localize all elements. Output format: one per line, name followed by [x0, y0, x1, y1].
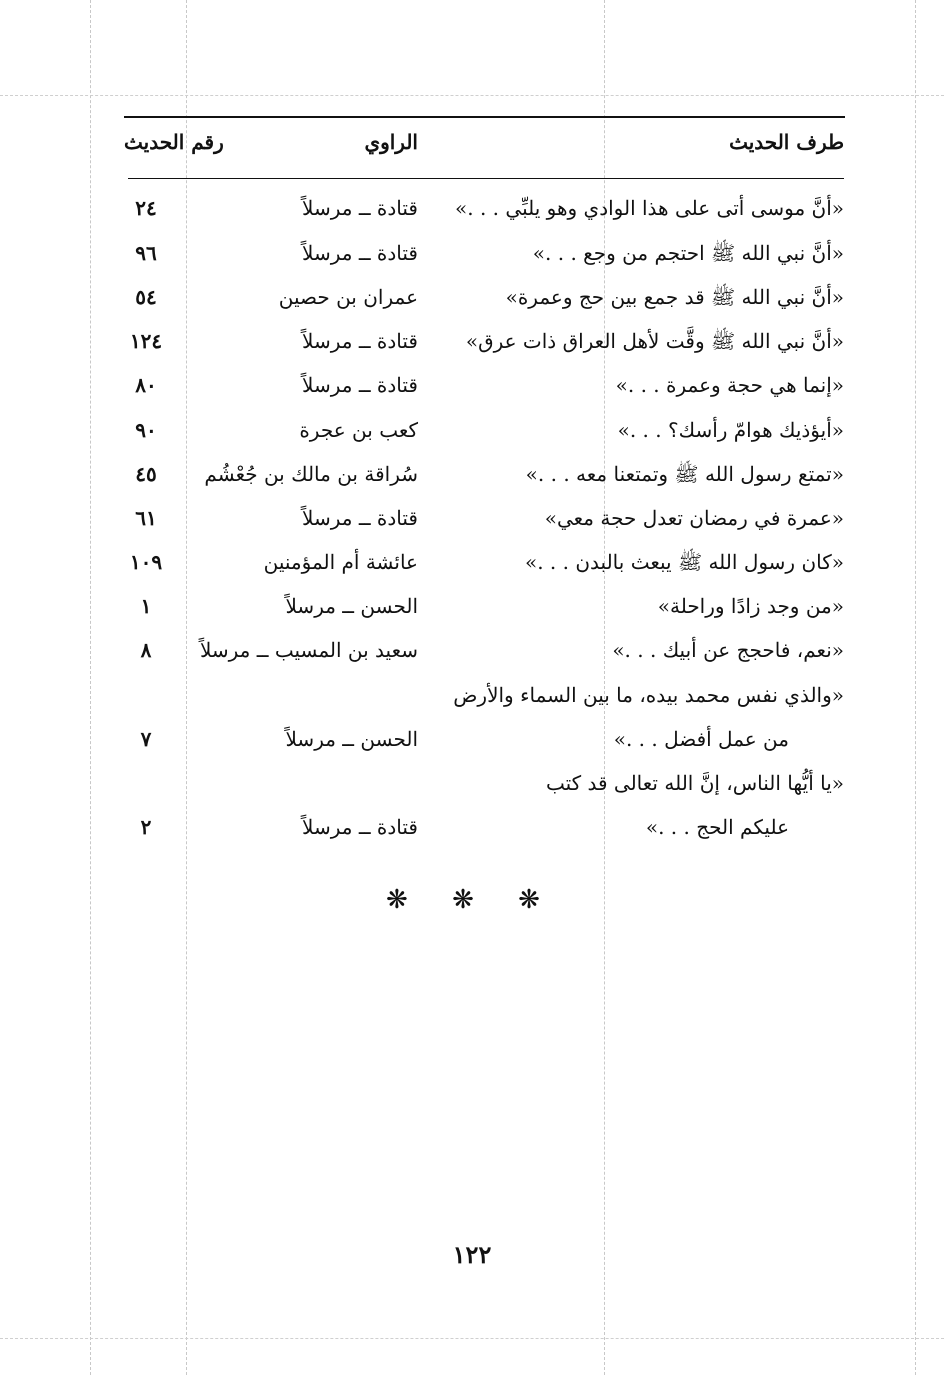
hadith-text: «والذي نفس محمد بيده، ما بين السماء والأرض [453, 683, 844, 707]
hadith-number: ٨٠ [135, 373, 157, 397]
hadith-narrator: سُراقة بن مالك بن جُعْشُم [204, 462, 418, 486]
hadith-narrator: عائشة أم المؤمنين [263, 550, 418, 574]
hadith-text: «أنَّ نبي الله ﷺ وقَّت لأهل العراق ذات عرق» [465, 329, 844, 353]
table-row [0, 683, 944, 723]
hadith-narrator: عمران بن حصين [278, 285, 418, 309]
hadith-narrator: قتادة ــ مرسلاً [302, 373, 418, 397]
hadith-number: ٦١ [135, 506, 157, 530]
section-separator: ❋ ❋ ❋ [386, 885, 558, 915]
hadith-number: ٢٤ [135, 196, 157, 220]
table-row [0, 418, 944, 458]
hadith-number: ١ [140, 594, 152, 618]
table-row [0, 285, 944, 325]
hadith-text: «عمرة في رمضان تعدل حجة معي» [544, 506, 844, 530]
scan-guide-line [0, 1338, 944, 1339]
hadith-number: ٥٤ [135, 285, 157, 309]
table-row [0, 329, 944, 369]
table-row [0, 771, 944, 811]
header-narrator: الراوي [364, 130, 418, 154]
table-row [0, 550, 944, 590]
hadith-text: «أنَّ نبي الله ﷺ احتجم من وجع . . .» [532, 241, 844, 265]
header-rule [128, 178, 844, 179]
hadith-text: «أيؤذيك هوامّ رأسك؟ . . .» [617, 418, 844, 442]
hadith-text: من عمل أفضل . . .» [613, 727, 789, 751]
hadith-number: ٩٦ [135, 241, 157, 265]
hadith-text: «أنَّ نبي الله ﷺ قد جمع بين حج وعمرة» [505, 285, 844, 309]
hadith-text: «نعم، فاحجج عن أبيك . . .» [612, 638, 844, 662]
hadith-text: «تمتع رسول الله ﷺ وتمتعنا معه . . .» [525, 462, 844, 486]
header-hadith-number: رقم الحديث [124, 130, 224, 154]
hadith-narrator: قتادة ــ مرسلاً [302, 241, 418, 265]
hadith-number: ٤٥ [135, 462, 157, 486]
hadith-text: عليكم الحج . . .» [645, 815, 789, 839]
hadith-narrator: كعب بن عجرة [299, 418, 418, 442]
table-row [0, 638, 944, 678]
hadith-number: ٨ [140, 638, 152, 662]
table-row [0, 462, 944, 502]
table-row [0, 373, 944, 413]
hadith-text: «من وجد زادًا وراحلة» [657, 594, 844, 618]
hadith-number: ١٠٩ [129, 550, 163, 574]
hadith-narrator: الحسن ــ مرسلاً [285, 594, 418, 618]
hadith-narrator: قتادة ــ مرسلاً [302, 329, 418, 353]
hadith-number: ٢ [140, 815, 152, 839]
hadith-number: ٩٠ [135, 418, 157, 442]
hadith-text: «يا أيُّها الناس، إنَّ الله تعالى قد كتب [545, 771, 844, 795]
hadith-narrator: قتادة ــ مرسلاً [302, 815, 418, 839]
hadith-narrator: الحسن ــ مرسلاً [285, 727, 418, 751]
table-row [0, 815, 944, 855]
table-row [0, 594, 944, 634]
table-row [0, 506, 944, 546]
hadith-number: ١٢٤ [129, 329, 163, 353]
table-top-rule [124, 116, 845, 118]
hadith-number: ٧ [140, 727, 152, 751]
page-number: ١٢٢ [452, 1240, 492, 1269]
hadith-narrator: قتادة ــ مرسلاً [302, 196, 418, 220]
hadith-narrator: قتادة ــ مرسلاً [302, 506, 418, 530]
hadith-text: «أنَّ موسى أتى على هذا الوادي وهو يلبِّي . . .» [455, 196, 844, 220]
table-row [0, 727, 944, 767]
table-row [0, 196, 944, 236]
header-hadith-text: طرف الحديث [729, 130, 844, 154]
table-row [0, 241, 944, 281]
hadith-narrator: سعيد بن المسيب ــ مرسلاً [199, 638, 418, 662]
hadith-text: «كان رسول الله ﷺ يبعث بالبدن . . .» [524, 550, 844, 574]
scan-guide-line [0, 95, 944, 96]
hadith-text: «إنما هي حجة وعمرة . . .» [615, 373, 844, 397]
